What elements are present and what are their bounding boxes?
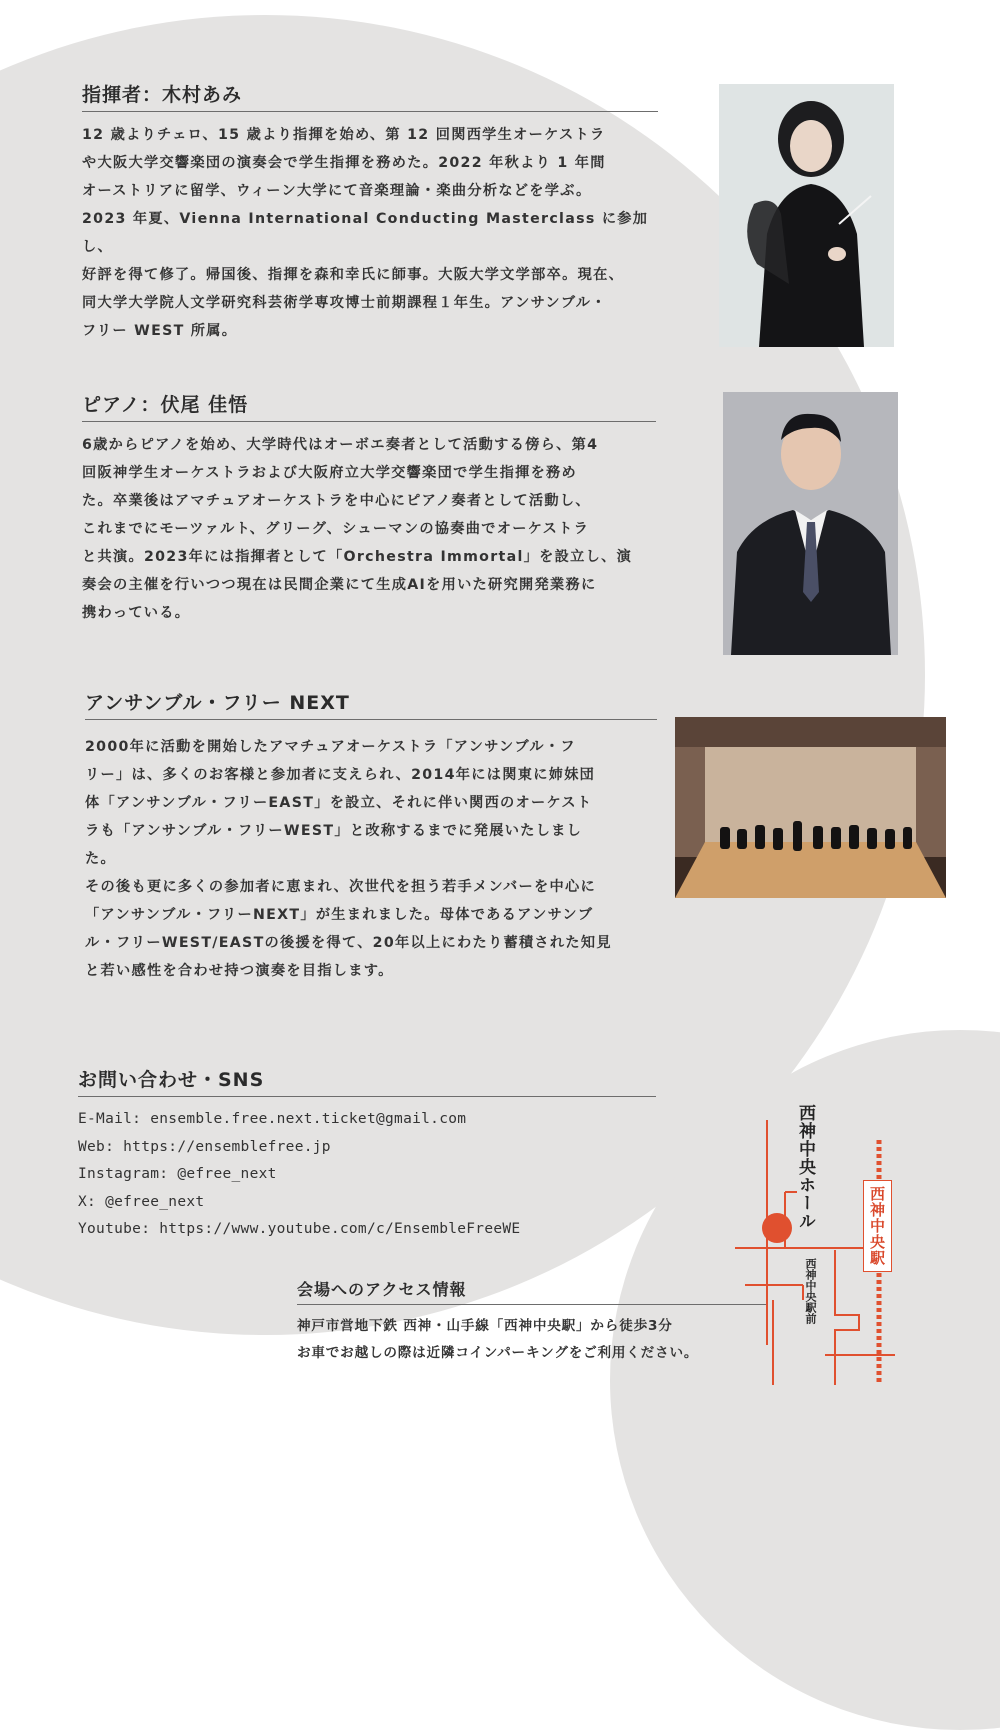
bio-line: 回阪神学生オーケストラおよび大阪府立大学交響楽団で学生指揮を務め	[82, 465, 578, 481]
hall-label: 西神中央ホール	[795, 1104, 815, 1230]
description-line: ラも「アンサンブル・フリーWEST」と改称するまでに発展いたしまし	[85, 823, 583, 839]
bio-line: と共演。2023年には指揮者として「Orchestra Immortal」を設立し、演	[82, 549, 633, 565]
bio-line: 携わっている。	[82, 605, 191, 621]
bio-line: 6歳からピアノを始め、大学時代はオーボエ奏者として活動する傍ら、第4	[82, 437, 599, 453]
bio-line: 12 歳よりチェロ、15 歳より指揮を始め、第 12 回関西学生オーケストラ	[82, 127, 606, 143]
description-line: その後も更に多くの参加者に恵まれ、次世代を担う若手メンバーを中心に	[85, 879, 596, 895]
conductor-heading: 指揮者：木村あみ	[82, 80, 658, 112]
conductor-section	[82, 80, 658, 345]
bio-line: フリー WEST 所属。	[82, 323, 238, 339]
access-section	[297, 1277, 767, 1367]
access-description	[297, 1313, 767, 1367]
access-line: 神戸市営地下鉄 西神・山手線「西神中央駅」から徒歩3分	[297, 1318, 673, 1334]
description-line: た。	[85, 851, 116, 867]
description-line: 体「アンサンブル・フリーEAST」を設立、それに伴い関西のオーケスト	[85, 795, 593, 811]
conductor-photo	[719, 84, 894, 347]
bio-line: これまでにモーツァルト、グリーグ、シューマンの協奏曲でオーケストラ	[82, 521, 590, 537]
bio-line: 好評を得て修了。帰国後、指揮を森和幸氏に師事。大阪大学文学部卒。現在、	[82, 267, 625, 283]
pianist-section	[82, 390, 656, 627]
bio-line: 同大学大学院人文学研究科芸術学専攻博士前期課程１年生。アンサンブル・	[82, 295, 607, 311]
bio-line: 2023 年夏、Vienna International Conducting Masterclass に参加し、	[82, 211, 649, 255]
contact-youtube[interactable]: Youtube: https://www.youtube.com/c/EnsembleFreeWE	[78, 1221, 521, 1237]
contact-instagram[interactable]: Instagram: @efree_next	[78, 1166, 277, 1182]
description-line: リー」は、多くのお客様と参加者に支えられ、2014年には関東に姉妹団	[85, 767, 596, 783]
bio-line: た。卒業後はアマチュアオーケストラを中心にピアノ奏者として活動し、	[82, 493, 591, 509]
description-line: と若い感性を合わせ持つ演奏を目指します。	[85, 963, 394, 979]
contact-section	[78, 1065, 656, 1244]
conductor-bio	[82, 121, 658, 345]
pianist-photo	[723, 392, 898, 655]
pianist-heading: ピアノ：伏尾 佳悟	[82, 390, 656, 422]
access-heading: 会場へのアクセス情報	[297, 1277, 767, 1305]
access-map	[725, 1100, 925, 1385]
orchestra-photo	[675, 717, 946, 898]
description-line: ル・フリーWEST/EASTの後援を得て、20年以上にわたり蓄積された知見	[85, 935, 612, 951]
ensemble-heading: アンサンブル・フリー NEXT	[85, 688, 657, 720]
station-label: 西神中央駅	[863, 1180, 892, 1272]
contact-heading: お問い合わせ・SNS	[78, 1065, 656, 1097]
pianist-bio	[82, 431, 656, 627]
contact-x[interactable]: X: @efree_next	[78, 1193, 205, 1210]
bio-line: や大阪大学交響楽団の演奏会で学生指揮を務めた。2022 年秋より 1 年間	[82, 155, 606, 171]
contact-list	[78, 1106, 656, 1244]
contact-email[interactable]: E-Mail: ensemble.free.next.ticket@gmail.com	[78, 1111, 467, 1127]
bio-line: オーストリアに留学、ウィーン大学にて音楽理論・楽曲分析などを学ぶ。	[82, 183, 592, 199]
map-lines	[725, 1100, 925, 1385]
description-line: 2000年に活動を開始したアマチュアオーケストラ「アンサンブル・フ	[85, 739, 576, 755]
contact-web[interactable]: Web: https://ensemblefree.jp	[78, 1138, 331, 1155]
station-front-label: 西神中央駅前	[804, 1258, 817, 1324]
access-line: お車でお越しの際は近隣コインパーキングをご利用ください。	[297, 1345, 699, 1361]
description-line: 「アンサンブル・フリーNEXT」が生まれました。母体であるアンサンブ	[85, 907, 594, 923]
ensemble-section	[85, 688, 657, 985]
ensemble-description	[85, 733, 657, 985]
bio-line: 奏会の主催を行いつつ現在は民間企業にて生成AIを用いた研究開発業務に	[82, 577, 597, 593]
